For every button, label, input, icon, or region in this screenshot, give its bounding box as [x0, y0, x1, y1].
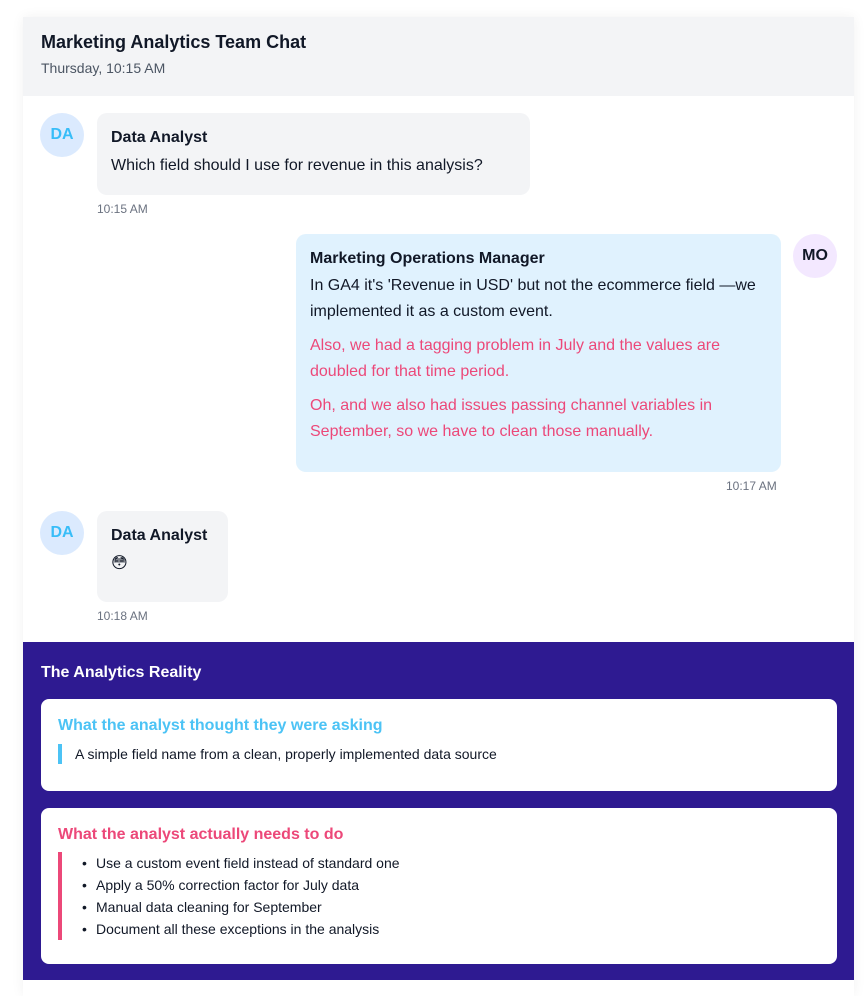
message-sender: Data Analyst — [111, 129, 208, 146]
avatar-marketing-ops: MO — [793, 234, 837, 278]
expectation-title: What the analyst thought they were asking — [58, 717, 383, 734]
message-sender: Data Analyst — [111, 527, 208, 544]
message-bubble — [296, 234, 781, 472]
chat-window — [23, 17, 854, 996]
message-warning-text: Oh, and we also had issues passing channel variables in September, so we have to clean those manually. — [310, 397, 713, 440]
message-timestamp: 10:15 AM — [97, 202, 148, 216]
expectation-card — [41, 699, 837, 791]
message-timestamp: 10:18 AM — [97, 609, 148, 623]
chat-title: Marketing Analytics Team Chat — [41, 32, 307, 52]
avatar-data-analyst: DA — [40, 511, 84, 555]
task-item: • Use a custom event field instead of standard one — [82, 852, 820, 874]
chat-header — [23, 17, 854, 96]
message-bubble — [97, 113, 530, 195]
message-list — [23, 96, 854, 642]
message-sender: Marketing Operations Manager — [310, 250, 545, 267]
avatar-data-analyst: DA — [40, 113, 84, 157]
reality-quote — [58, 852, 820, 940]
flushed-face-icon: 😳 — [111, 555, 128, 572]
message-warning-text: Also, we had a tagging problem in July and the values are doubled for that time period. — [310, 337, 721, 380]
analytics-reality-panel — [23, 642, 854, 980]
task-item: • Manual data cleaning for September — [82, 896, 820, 918]
chat-date: Thursday, 10:15 AM — [41, 60, 166, 76]
message-text: Which field should I use for revenue in this analysis? — [111, 157, 483, 174]
panel-title: The Analytics Reality — [41, 664, 202, 681]
message-bubble — [97, 511, 228, 602]
expectation-quote: A simple field name from a clean, properly implemented data source — [58, 744, 820, 764]
reality-card — [41, 808, 837, 964]
message-timestamp: 10:17 AM — [726, 479, 777, 493]
message-text: In GA4 it's 'Revenue in USD' but not the ecommerce field —we implemented it as a custom event. — [310, 277, 756, 320]
task-item: • Apply a 50% correction factor for July data — [82, 874, 820, 896]
task-list — [74, 852, 820, 940]
task-item: • Document all these exceptions in the analysis — [82, 918, 820, 940]
reality-title: What the analyst actually needs to do — [58, 826, 344, 843]
